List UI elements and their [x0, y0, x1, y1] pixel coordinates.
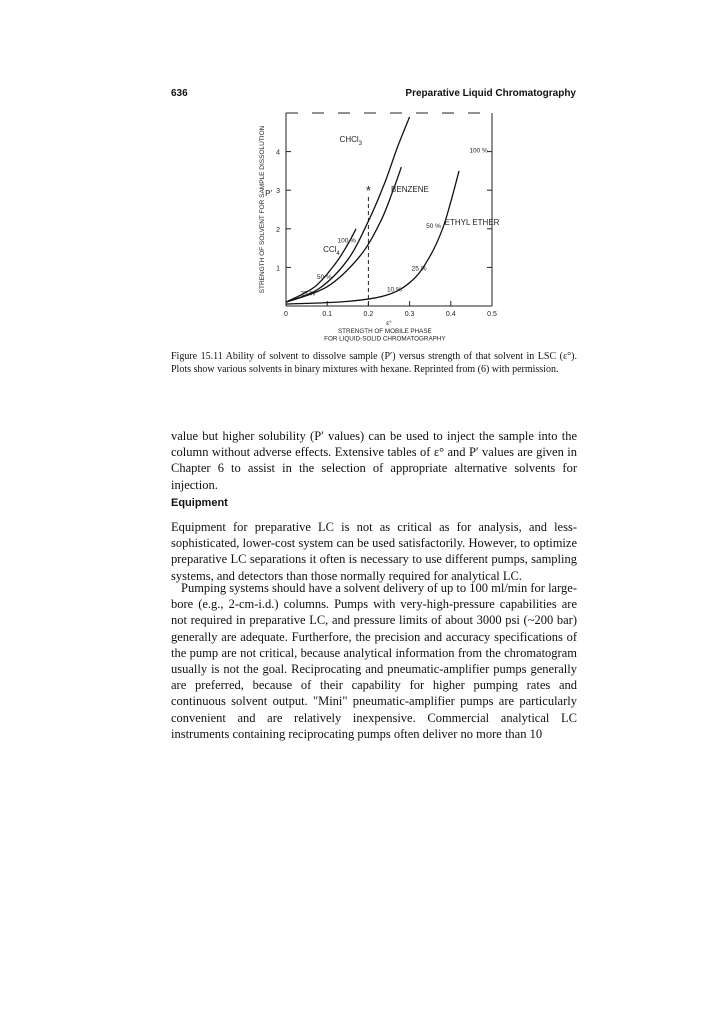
series-label-ccl4 [323, 245, 340, 257]
series-line-chcl3 [286, 117, 410, 302]
section-heading-equipment: Equipment [171, 497, 228, 509]
y-tick-label: 1 [276, 265, 280, 273]
annotation-percent: 25 % [300, 290, 316, 298]
x-tick-label: 0.5 [487, 311, 497, 318]
asterisk-marker: * [365, 183, 371, 199]
x-tick-label: 0 [284, 311, 288, 318]
y-tick-label: 4 [276, 149, 280, 157]
annotation-percent: 25 % [411, 265, 427, 273]
annotation-percent: 100 % [337, 237, 356, 245]
paragraph-2: Equipment for preparative LC is not as critical as for analysis, and less-sophisticated, lower-cost system can be used satisfactorily. However, to optimize preparative LC separations it often is necessary to use different pumps, sampling systems, and detectors than those normally required for analytical LC. [171, 520, 577, 583]
x-axis-label [324, 328, 446, 343]
y-tick-label: 3 [276, 188, 280, 196]
series-label-text: CHCl [339, 134, 359, 144]
x-tick-label: 0.1 [322, 311, 333, 318]
series-label-text: ETHYL ETHER [444, 217, 500, 227]
paragraph-1: value but higher solubility (P′ values) can be used to inject the sample into the column without adverse effects. Extensive tables of ε° and P′ values are given in Chapter 6 to assist in the selection of appropriate alternative solvents for injection. [171, 429, 577, 492]
series-label-chcl3 [340, 135, 363, 147]
y-axis-symbol: P′ [265, 188, 272, 198]
annotation-percent: 100 % [469, 147, 488, 155]
page-number: 636 [171, 88, 188, 99]
x-axis-symbol: ε° [386, 320, 392, 327]
series-label-text: BENZENE [391, 185, 429, 195]
chart-labels [259, 125, 500, 342]
series-label-benzene [391, 185, 429, 194]
figure-caption: Figure 15.11 Ability of solvent to dissolve sample (P′) versus strength of that solvent in LSC (ε°). Plots show various solvents in binary mixtures with hexane. Reprinted from (6) with permission. [171, 351, 577, 375]
x-axis-label-line: FOR LIQUID-SOLID CHROMATOGRAPHY [324, 335, 446, 343]
y-tick-label: 2 [276, 226, 280, 234]
series-label-ethyl-ether [445, 218, 500, 227]
annotation-percent: 50 % [426, 222, 441, 230]
series-label-subscript: 4 [336, 250, 340, 257]
annotation-percent: 10 % [386, 286, 402, 294]
series-label-subscript: 3 [358, 140, 363, 147]
paragraph-3: Pumping systems should have a solvent delivery of up to 100 ml/min for large-bore (e.g., 2-cm-i.d.) columns. Pumps with very-high-pressure capabilities are not required in preparative LC, and pressure limits of about 3000 psi (~200 bar) generally are adequate. Furtherfore, the precision and accuracy specifications of the pump are not critical, because analytical information from the chromatogram usually is not the goal. Reciprocating and pneumatic-amplifier pumps generally are preferred, because of their capability for higher pumping rates and continuous solvent output. "Mini" pneumatic-amplifier pumps are particularly convenient and are relatively inexpensive. Commercial analytical LC instruments containing reciprocating pumps often deliver no more than 10 [171, 581, 577, 741]
x-axis-label-line: STRENGTH OF MOBILE PHASE [337, 328, 432, 335]
series-label-text: CCl [323, 244, 337, 254]
x-tick-label: 0.3 [404, 311, 415, 318]
y-axis-label: STRENGTH OF SOLVENT FOR SAMPLE DISSOLUTION [259, 125, 266, 294]
series-lines [286, 117, 459, 306]
x-tick-label: 0.2 [363, 311, 374, 318]
figure-chart [250, 103, 510, 343]
annotation-percent: 50 % [316, 273, 332, 281]
x-tick-label: 0.4 [445, 311, 456, 318]
series-line-benzene [286, 167, 401, 302]
running-header-title: Preparative Liquid Chromatography [405, 88, 576, 99]
